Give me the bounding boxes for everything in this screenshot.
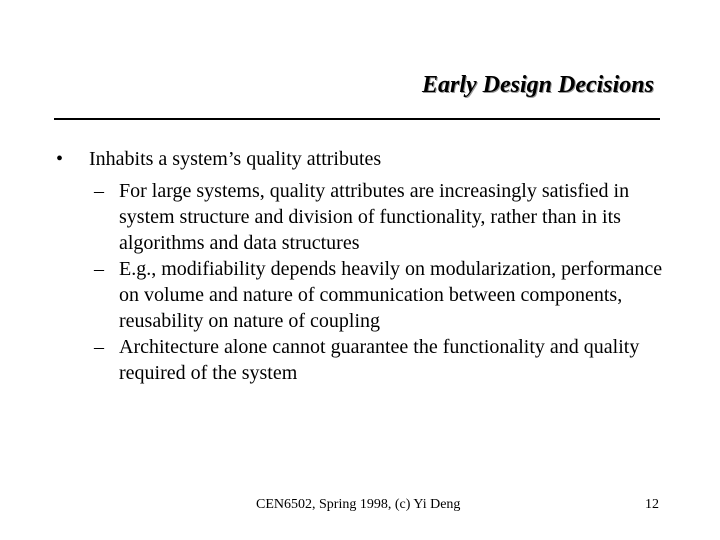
bullet-item — [56, 146, 676, 172]
sub-bullet-text: E.g., modifiability depends heavily on modularization, performance on volume and nature of communication between components, reusability on nature of coupling — [119, 258, 663, 332]
page-number: 12 — [645, 497, 659, 512]
bullet-marker: • — [56, 148, 64, 170]
sub-bullet-text: Architecture alone cannot guarantee the functionality and quality required of the system — [119, 336, 640, 384]
dash-marker: – — [94, 258, 104, 280]
sub-bullet-item — [56, 178, 676, 256]
sub-bullet-item — [56, 256, 676, 334]
title-divider — [54, 118, 660, 120]
slide-title: Early Design Decisions — [421, 72, 654, 98]
footer-credit: CEN6502, Spring 1998, (c) Yi Deng — [256, 497, 461, 512]
sub-bullet-item — [56, 334, 676, 386]
dash-marker: – — [94, 180, 104, 202]
sub-bullet-list — [56, 178, 676, 386]
sub-bullet-text: For large systems, quality attributes are increasingly satisfied in system structure and division of functionality, rather than in its algorithms and data structures — [119, 180, 630, 254]
slide-content — [56, 146, 676, 386]
bullet-text: Inhabits a system’s quality attributes — [89, 148, 382, 170]
dash-marker: – — [94, 336, 104, 358]
